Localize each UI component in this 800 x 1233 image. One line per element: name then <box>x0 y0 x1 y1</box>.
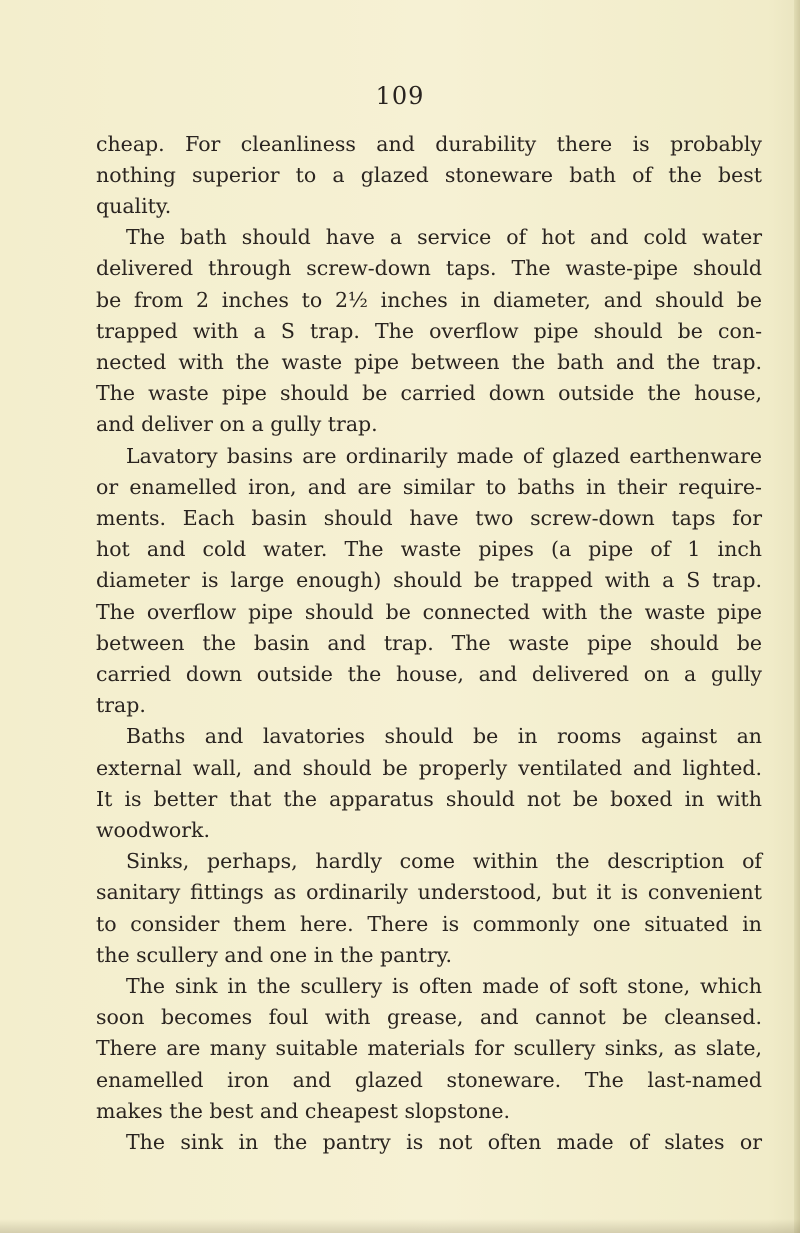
text-line: The waste pipe should be carried down outside the house, <box>96 381 762 405</box>
page-edge <box>794 0 800 1233</box>
text-line: quality. <box>96 194 172 218</box>
text-line: or enamelled iron, and are similar to baths in their require- <box>96 475 762 499</box>
text-line: It is better that the apparatus should not be boxed in with <box>96 787 762 811</box>
text-line: trap. <box>96 693 146 717</box>
text-line: sanitary fittings as ordinarily understood, but it is convenient <box>96 880 762 904</box>
text-line: be from 2 inches to 2½ inches in diameter, and should be <box>96 288 762 312</box>
text-line: the scullery and one in the pantry. <box>96 943 453 967</box>
text-line: enamelled iron and glazed stoneware. The last-named <box>96 1068 762 1092</box>
text-line: delivered through screw-down taps. The waste-pipe should <box>96 256 762 280</box>
text-line: The overflow pipe should be connected with the waste pipe <box>96 600 762 624</box>
text-line: trapped with a S trap. The overflow pipe should be con- <box>96 319 762 343</box>
page-shadow <box>0 1219 800 1233</box>
text-line: Lavatory basins are ordinarily made of glazed earthenware <box>126 444 762 468</box>
text-line: nected with the waste pipe between the bath and the trap. <box>96 350 762 374</box>
text-line: Baths and lavatories should be in rooms against an <box>126 724 762 748</box>
text-line: The sink in the scullery is often made of soft stone, which <box>126 974 762 998</box>
text-line: diameter is large enough) should be trapped with a S trap. <box>96 568 762 592</box>
text-line: makes the best and cheapest slopstone. <box>96 1099 510 1123</box>
text-line: soon becomes foul with grease, and cannot be cleansed. <box>96 1005 762 1029</box>
text-line: external wall, and should be properly ventilated and lighted. <box>96 756 762 780</box>
text-line: The bath should have a service of hot and cold water <box>126 225 762 249</box>
text-line: cheap. For cleanliness and durability there is probably <box>96 132 762 156</box>
text-line: The sink in the pantry is not often made of slates or <box>126 1130 762 1154</box>
text-line: between the basin and trap. The waste pipe should be <box>96 631 762 655</box>
page-number: 109 <box>375 82 425 110</box>
text-line: ments. Each basin should have two screw-down taps for <box>96 506 762 530</box>
text-line: Sinks, perhaps, hardly come within the description of <box>126 849 762 873</box>
text-line: and deliver on a gully trap. <box>96 412 378 436</box>
text-line: nothing superior to a glazed stoneware bath of the best <box>96 163 762 187</box>
text-line: There are many suitable materials for scullery sinks, as slate, <box>96 1036 762 1060</box>
text-line: to consider them here. There is commonly one situated in <box>96 912 762 936</box>
text-line: carried down outside the house, and delivered on a gully <box>96 662 762 686</box>
text-line: hot and cold water. The waste pipes (a pipe of 1 inch <box>96 537 762 561</box>
text-line: woodwork. <box>96 818 210 842</box>
